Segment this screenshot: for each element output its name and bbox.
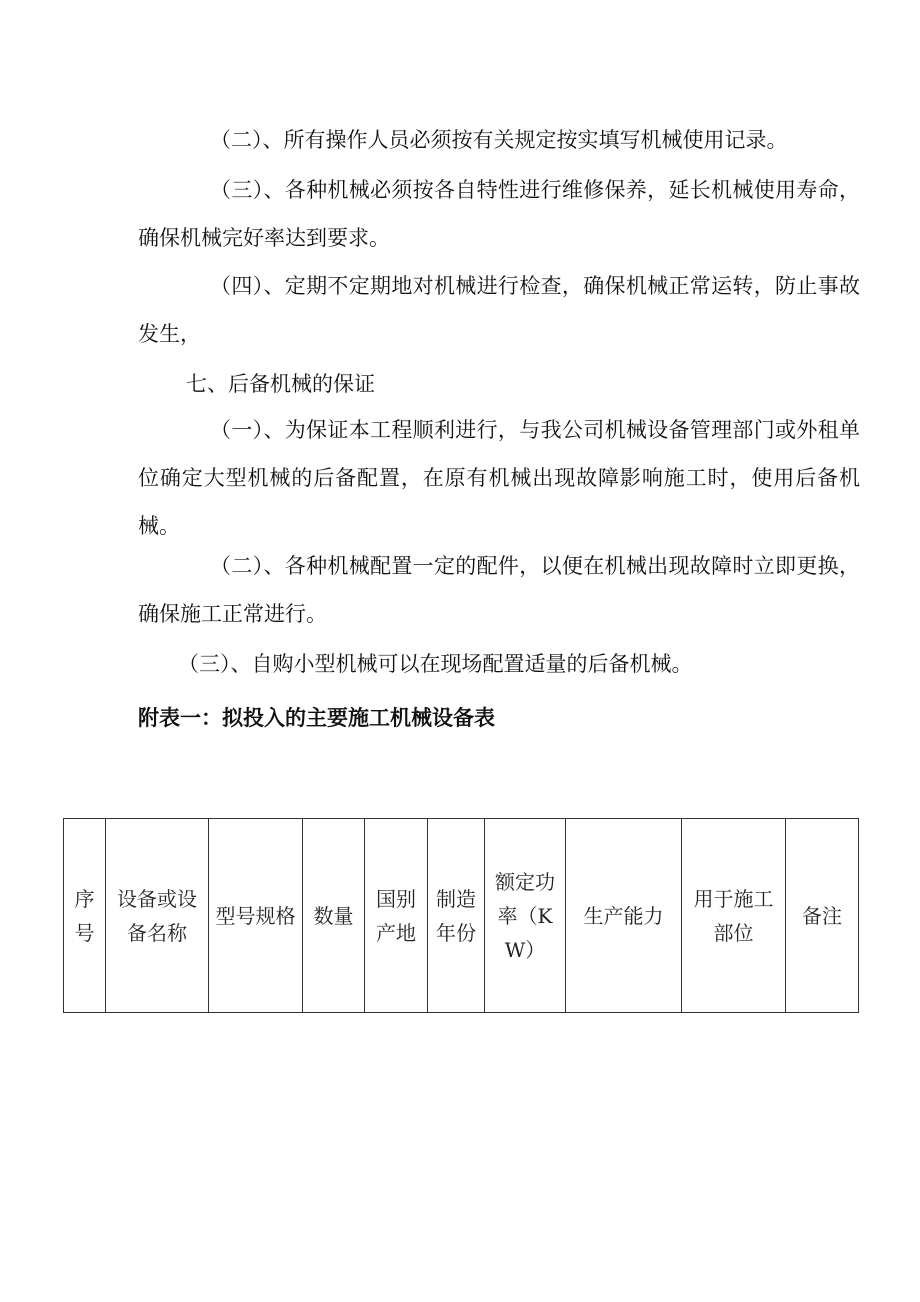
section-heading-backup-machinery: 七、后备机械的保证 — [186, 372, 375, 396]
paragraph-maintenance: （三）、各种机械必须按各自特性进行维修保养，延长机械使用寿命，确保机械完好率达到要求。 — [138, 178, 860, 250]
paragraph-backup-configuration: （一）、为保证本工程顺利进行，与我公司机械设备管理部门或外租单位确定大型机械的后备配置，在原有机械出现故障影响施工时，使用后备机械。 — [138, 418, 860, 538]
header-quantity: 数量 — [303, 819, 365, 1013]
header-manufacture-year: 制造年份 — [428, 819, 485, 1013]
header-remarks: 备注 — [786, 819, 859, 1013]
header-construction-location: 用于施工部位 — [682, 819, 786, 1013]
table-header-row — [64, 819, 859, 1013]
header-equipment-name: 设备或设备名称 — [106, 819, 209, 1013]
equipment-table — [63, 818, 859, 1013]
header-serial-number: 序号 — [64, 819, 106, 1013]
paragraph-machine-usage-record: （二）、所有操作人员必须按有关规定按实填写机械使用记录。 — [210, 128, 788, 152]
paragraph-inspection: （四）、定期不定期地对机械进行检查，确保机械正常运转，防止事故发生， — [138, 274, 860, 346]
header-production-capacity: 生产能力 — [566, 819, 682, 1013]
paragraph-small-machinery: （三）、自购小型机械可以在现场配置适量的后备机械。 — [178, 652, 693, 676]
header-rated-power: 额定功率（KW） — [485, 819, 566, 1013]
paragraph-spare-parts: （二）、各种机械配置一定的配件，以便在机械出现故障时立即更换，确保施工正常进行。 — [138, 554, 860, 626]
header-model-spec: 型号规格 — [209, 819, 303, 1013]
appendix-title: 附表一：拟投入的主要施工机械设备表 — [138, 706, 495, 730]
header-country-origin: 国别产地 — [365, 819, 428, 1013]
